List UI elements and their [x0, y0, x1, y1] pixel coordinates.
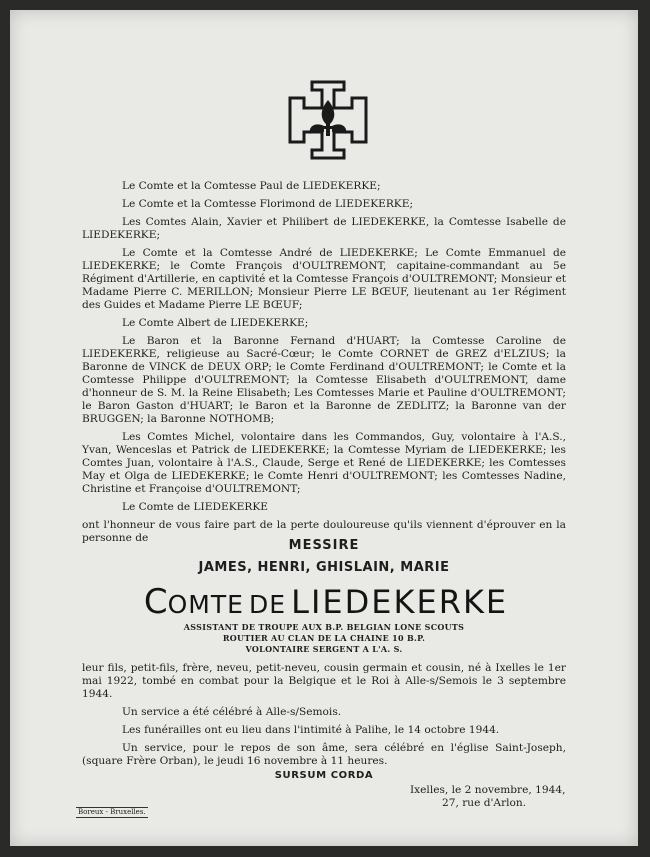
given-names: JAMES, HENRI, GHISLAIN, MARIE — [198, 560, 450, 575]
title-rest: OMTE — [167, 590, 244, 619]
family-line: Le Comte et la Comtesse Florimond de LIEDEKERKE; — [122, 198, 414, 210]
details — [82, 662, 566, 773]
scout-fleur-de-lis-cross-icon — [286, 78, 370, 162]
title-line: ASSISTANT DE TROUPE AUX B.P. BELGIAN LONE SCOUTS — [183, 622, 465, 632]
family-line: Le Comte et la Comtesse André de LIEDEKERKE; Le Comte Emmanuel de LIEDEKERKE; le Comte François d'OULTREMONT, capitaine-commandant au 5e Régiment d'Artillerie, en captivité et la Comtesse François d'OULTREMONT; Monsieur et Madame Pierre C. MERILLON; Monsieur Pierre LE BŒUF, lieutenant au 1er Régiment des Guides et Madame Pierre LE BŒUF; — [82, 247, 566, 311]
printer-mark: Boreux - Bruxelles. — [78, 808, 146, 816]
surname: LIEDEKERKE — [291, 583, 509, 621]
deceased-name — [72, 582, 580, 622]
place-date-line: Ixelles, le 2 novembre, 1944, — [410, 784, 566, 796]
family-line: Le Comte et la Comtesse Paul de LIEDEKERKE; — [122, 180, 381, 192]
place-date — [410, 784, 580, 810]
mourning-card — [10, 10, 638, 846]
funeral: Les funérailles ont eu lieu dans l'intimité à Palihe, le 14 octobre 1944. — [122, 724, 500, 736]
family-line: Le Comte de LIEDEKERKE — [122, 501, 268, 513]
name-particle: DE — [249, 590, 287, 619]
service-second: Un service, pour le repos de son âme, sera célébré en l'église Saint-Joseph, (square Frère Orban), le jeudi 16 novembre à 11 heures. — [82, 742, 566, 767]
relationship: leur fils, petit-fils, frère, neveu, petit-neveu, cousin germain et cousin, né à Ixelles le 1er mai 1922, tombé en combat pour la Belgique et le Roi à Alle-s/Semois le 3 septembre 1944. — [82, 662, 566, 700]
family-line: Le Comte Albert de LIEDEKERKE; — [122, 317, 309, 329]
family-list — [82, 180, 566, 550]
family-line: Le Baron et la Baronne Fernand d'HUART; la Comtesse Caroline de LIEDEKERKE, religieuse au Sacré-Cœur; le Comte CORNET de GREZ d'ELZIUS; la Baronne de VINCK de DEUX ORP; le Comte Ferdinand d'OULTREMONT; le Comte et la Comtesse Philippe d'OULTREMONT; la Comtesse Elisabeth d'OULTREMONT, dame d'honneur de S. M. la Reine Elisabeth; Les Comtesses Marie et Pauline d'OULTREMONT; le Baron Gaston d'HUART; le Baron et la Baronne de ZEDLITZ; la Baronne van der BRUGGEN; la Baronne NOTHOMB; — [82, 335, 566, 425]
family-line: Les Comtes Alain, Xavier et Philibert de LIEDEKERKE, la Comtesse Isabelle de LIEDEKERKE; — [82, 216, 566, 241]
deceased-titles — [10, 622, 638, 655]
title-initial: C — [143, 582, 168, 622]
messire-heading: MESSIRE — [288, 538, 360, 553]
motto: SURSUM CORDA — [274, 770, 374, 781]
family-line: Les Comtes Michel, volontaire dans les Commandos, Guy, volontaire à l'A.S., Yvan, Wenceslas et Patrick de LIEDEKERKE; la Comtesse Myriam de LIEDEKERKE; les Comtes Juan, volontaire à l'A.S., Claude, Serge et René de LIEDEKERKE; les Comtesses May et Olga de LIEDEKERKE; le Comte Henri d'OULTREMONT; les Comtesses Nadine, Christine et Françoise d'OULTREMONT; — [82, 431, 566, 495]
service-first: Un service a été célébré à Alle-s/Semois. — [122, 706, 342, 718]
title-line: ROUTIER AU CLAN DE LA CHAINE 10 B.P. — [222, 633, 426, 643]
address-line: 27, rue d'Arlon. — [442, 797, 527, 809]
announcement: ont l'honneur de vous faire part de la perte douloureuse qu'ils viennent d'éprouver en la personne de — [82, 519, 566, 544]
title-line: VOLONTAIRE SERGENT A L'A. S. — [245, 644, 403, 654]
